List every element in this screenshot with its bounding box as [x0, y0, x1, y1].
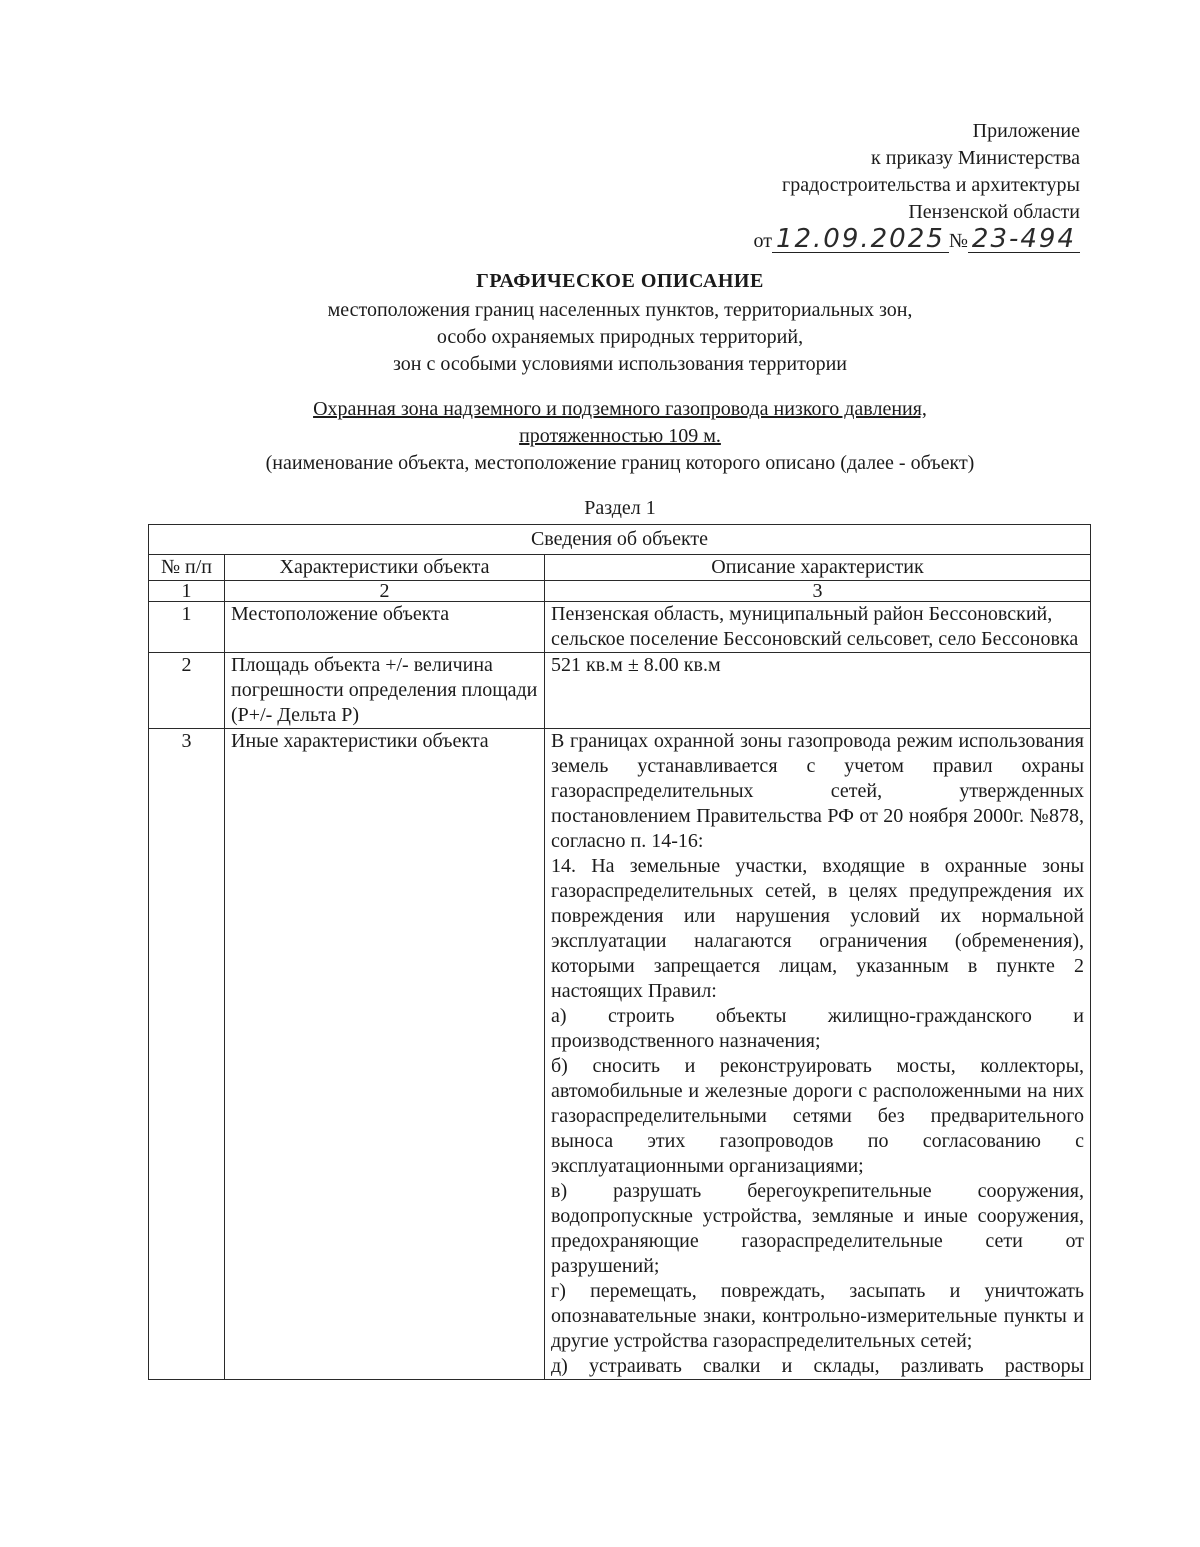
object-caption: (наименование объекта, местоположение границ которого описано (далее - объект): [265, 452, 975, 474]
ministry-name: градостроительства и архитектуры: [782, 174, 1080, 196]
col-number-2: 2: [225, 581, 545, 602]
header-num: № п/п: [149, 555, 225, 581]
number-prefix: №: [948, 230, 968, 252]
col-number-1: 1: [149, 581, 225, 602]
title-sub-3: зон с особыми условиями использования территории: [392, 353, 848, 375]
desc-paragraph: г) перемещать, повреждать, засыпать и уничтожать опознавательные знаки, контрольно-измерительные пункты и другие устройства газораспределительных сетей;: [551, 1280, 1085, 1352]
order-date-line: [753, 226, 1080, 255]
order-reference: к приказу Министерства: [871, 147, 1080, 169]
date-prefix: от: [753, 230, 772, 252]
row-num: 3: [149, 729, 225, 1380]
desc-paragraph: В границах охранной зоны газопровода режим использования земель устанавливается с учетом правил охраны газораспределительных сетей, утвержденных постановлением Правительства РФ от 20 ноября 2000г. №878, согласно п. 14-16:: [551, 730, 1085, 852]
handwritten-date: 12.09.2025: [772, 226, 949, 253]
title-main: ГРАФИЧЕСКОЕ ОПИСАНИЕ: [476, 270, 764, 292]
handwritten-order-number: 23-494: [968, 226, 1080, 253]
row-num: 2: [149, 653, 225, 729]
table-row: [149, 729, 1091, 1380]
object-name-block: [150, 396, 1090, 477]
appendix-header: [753, 118, 1080, 255]
column-number-row: [149, 581, 1091, 602]
row-num: 1: [149, 602, 225, 653]
document-title: [150, 268, 1090, 378]
title-sub-1: местоположения границ населенных пунктов, территориальных зон,: [327, 299, 913, 321]
section-label: Раздел 1: [584, 497, 656, 519]
table-caption: Сведения об объекте: [149, 525, 1091, 555]
row-description: [545, 729, 1091, 1380]
row-characteristic: Местоположение объекта: [225, 602, 545, 653]
region-name: Пензенской области: [908, 201, 1080, 223]
row-description: 521 кв.м ± 8.00 кв.м: [545, 653, 1091, 729]
desc-paragraph: д) устраивать свалки и склады, разливать растворы: [551, 1355, 1085, 1377]
row-characteristic: Иные характеристики объекта: [225, 729, 545, 1380]
object-name-line-1: Охранная зона надземного и подземного газопровода низкого давления,: [313, 398, 927, 420]
table-header-row: [149, 555, 1091, 581]
header-description: Описание характеристик: [545, 555, 1091, 581]
desc-paragraph: б) сносить и реконструировать мосты, коллекторы, автомобильные и железные дороги с расположенными на них газораспределительными сетями без предварительного выноса этих газопроводов по согласованию с эксплуатационными организациями;: [551, 1055, 1085, 1177]
object-info-table: [148, 524, 1091, 1380]
title-sub-2: особо охраняемых природных территорий,: [436, 326, 804, 348]
table-row: [149, 602, 1091, 653]
header-characteristic: Характеристики объекта: [225, 555, 545, 581]
desc-paragraph: 14. На земельные участки, входящие в охранные зоны газораспределительных сетей, в целях предупреждения их повреждения или нарушения условий их нормальной эксплуатации налагаются ограничения (обременения), которыми запрещается лицам, указанным в пункте 2 настоящих Правил:: [551, 855, 1085, 1002]
appendix-label: Приложение: [972, 120, 1080, 142]
col-number-3: 3: [545, 581, 1091, 602]
desc-paragraph: а) строить объекты жилищно-гражданского и производственного назначения;: [551, 1005, 1085, 1052]
row-characteristic: Площадь объекта +/- величина погрешности определения площади (Р+/- Дельта Р): [225, 653, 545, 729]
object-name-line-2: протяженностью 109 м.: [519, 425, 721, 447]
table-caption-row: [149, 525, 1091, 555]
row-description: Пензенская область, муниципальный район Бессоновский, сельское поселение Бессоновский сельсовет, село Бессоновка: [545, 602, 1091, 653]
table-row: [149, 653, 1091, 729]
desc-paragraph: в) разрушать берегоукрепительные сооружения, водопропускные устройства, земляные и иные сооружения, предохраняющие газораспределительные сети от разрушений;: [551, 1180, 1085, 1277]
